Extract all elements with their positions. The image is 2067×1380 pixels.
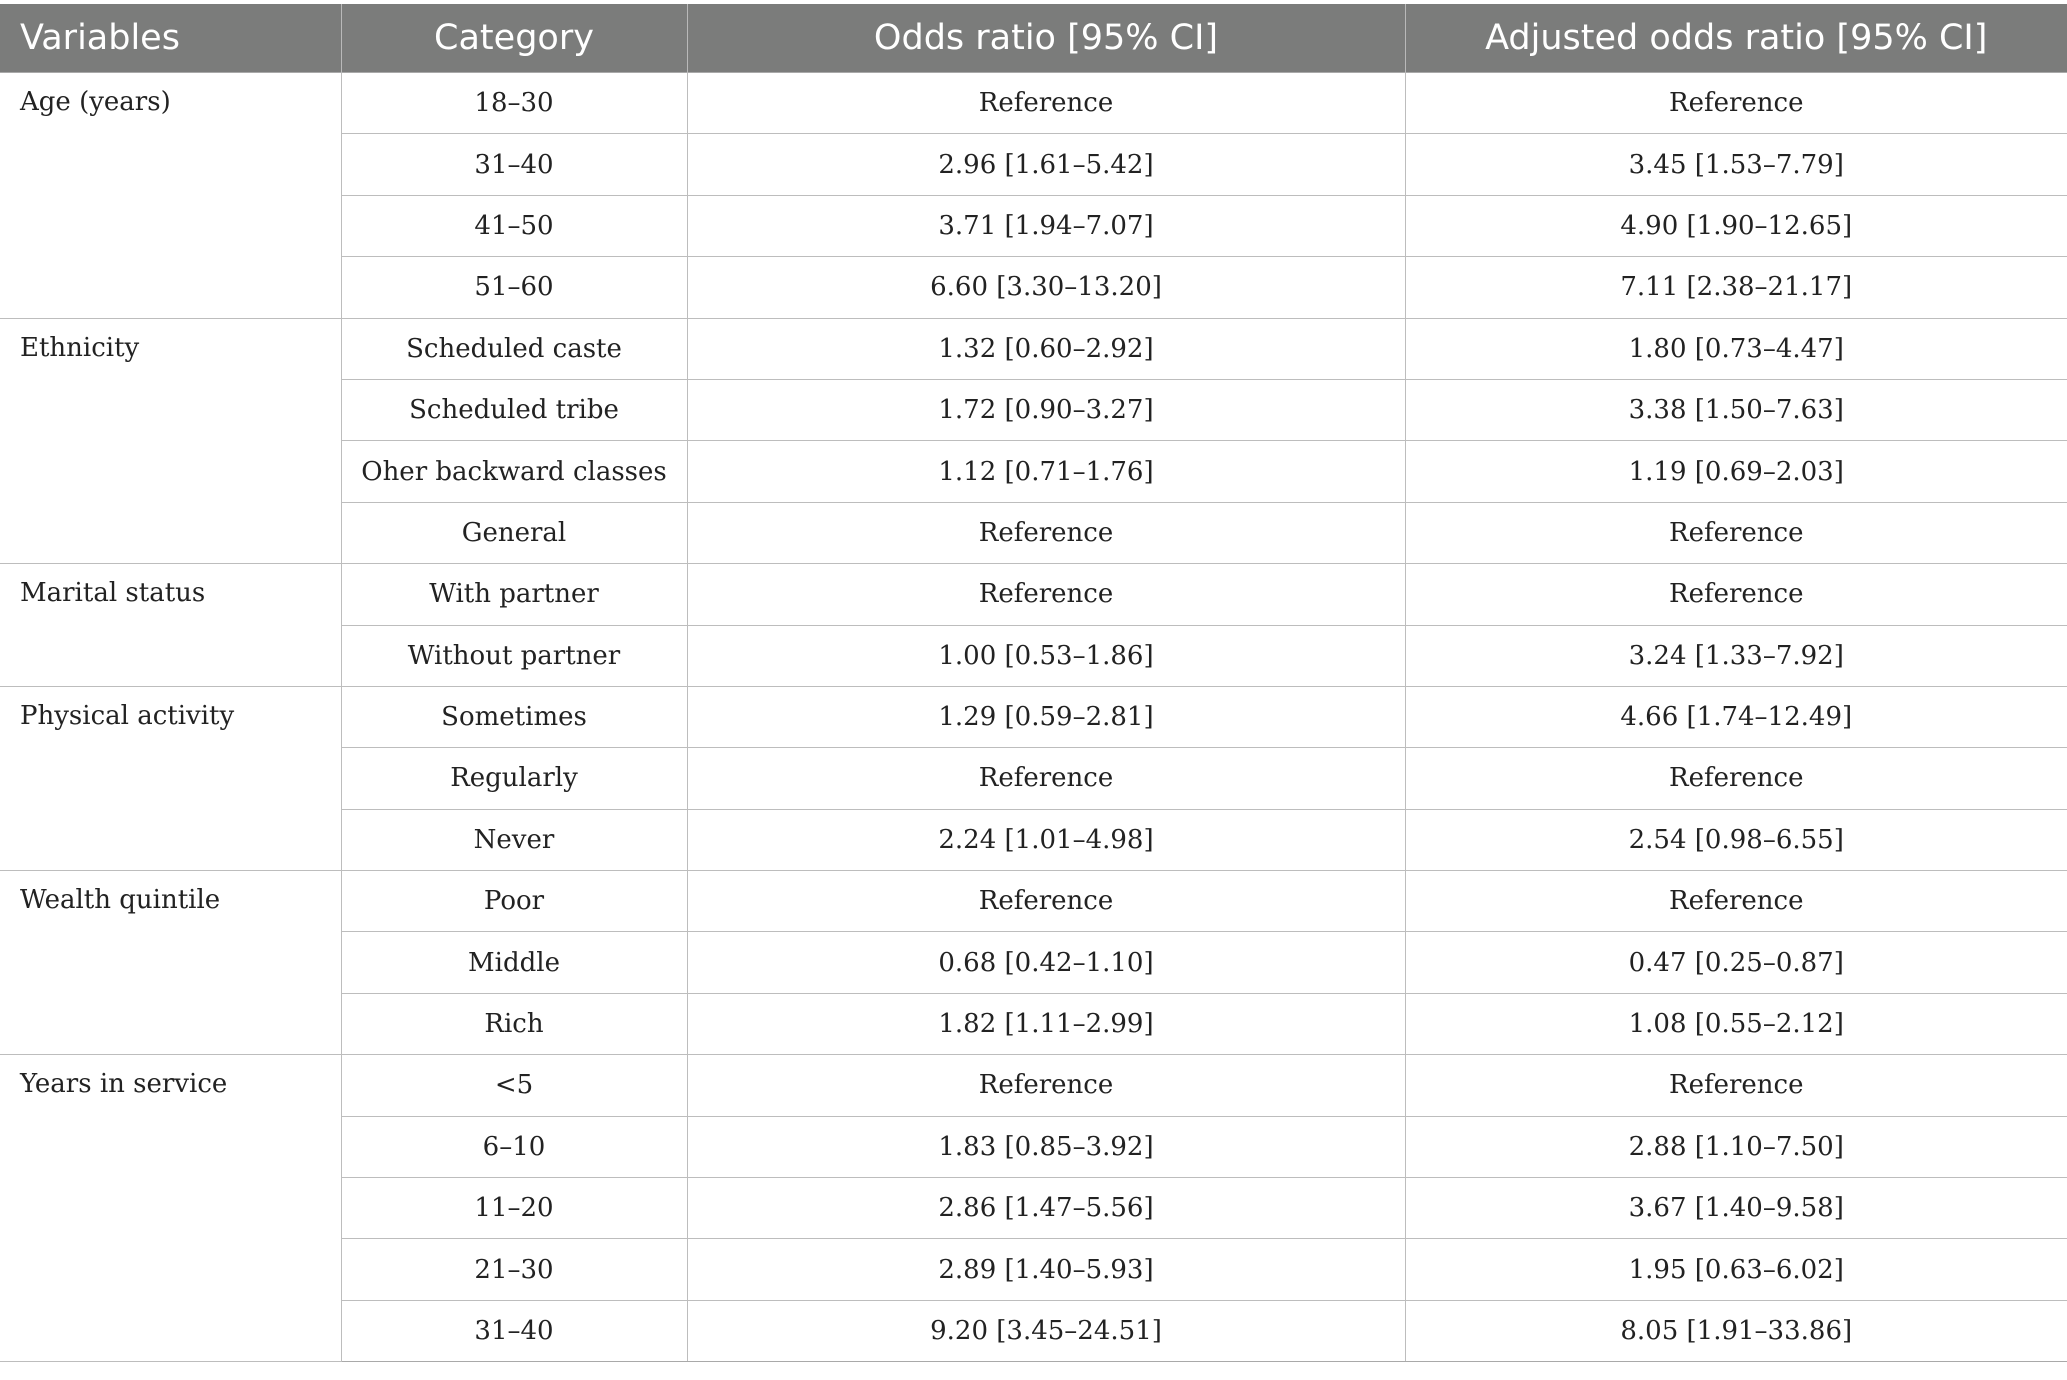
odds-ratio-cell: 9.20 [3.45–24.51] xyxy=(687,1300,1405,1361)
odds-ratio-cell: 2.89 [1.40–5.93] xyxy=(687,1239,1405,1300)
category-cell: Without partner xyxy=(341,625,687,686)
adjusted-odds-ratio-cell: Reference xyxy=(1405,1055,2067,1116)
adjusted-odds-ratio-cell: 8.05 [1.91–33.86] xyxy=(1405,1300,2067,1361)
odds-ratio-cell: 1.00 [0.53–1.86] xyxy=(687,625,1405,686)
adjusted-odds-ratio-cell: 1.80 [0.73–4.47] xyxy=(1405,318,2067,379)
category-cell: Scheduled tribe xyxy=(341,379,687,440)
odds-ratio-cell: Reference xyxy=(687,1055,1405,1116)
adjusted-odds-ratio-cell: 3.67 [1.40–9.58] xyxy=(1405,1178,2067,1239)
variable-cell: Age (years) xyxy=(0,73,341,319)
category-cell: 31–40 xyxy=(341,134,687,195)
adjusted-odds-ratio-cell: 1.95 [0.63–6.02] xyxy=(1405,1239,2067,1300)
category-cell: 41–50 xyxy=(341,195,687,256)
adjusted-odds-ratio-cell: 2.54 [0.98–6.55] xyxy=(1405,809,2067,870)
adjusted-odds-ratio-cell: 2.88 [1.10–7.50] xyxy=(1405,1116,2067,1177)
category-cell: 18–30 xyxy=(341,73,687,134)
adjusted-odds-ratio-cell: Reference xyxy=(1405,502,2067,563)
header-row xyxy=(0,4,2067,73)
odds-ratio-table xyxy=(0,4,2067,1362)
adjusted-odds-ratio-cell: 3.38 [1.50–7.63] xyxy=(1405,379,2067,440)
header-category: Category xyxy=(341,4,687,73)
category-cell: <5 xyxy=(341,1055,687,1116)
variable-cell: Wealth quintile xyxy=(0,871,341,1055)
odds-ratio-cell: 1.72 [0.90–3.27] xyxy=(687,379,1405,440)
category-cell: Poor xyxy=(341,871,687,932)
odds-ratio-cell: Reference xyxy=(687,73,1405,134)
adjusted-odds-ratio-cell: Reference xyxy=(1405,871,2067,932)
category-cell: 6–10 xyxy=(341,1116,687,1177)
table-row xyxy=(0,1055,2067,1116)
category-cell: Rich xyxy=(341,993,687,1054)
table-header xyxy=(0,4,2067,73)
odds-ratio-cell: Reference xyxy=(687,502,1405,563)
category-cell: 51–60 xyxy=(341,257,687,318)
odds-ratio-cell: 1.32 [0.60–2.92] xyxy=(687,318,1405,379)
category-cell: 21–30 xyxy=(341,1239,687,1300)
adjusted-odds-ratio-cell: Reference xyxy=(1405,73,2067,134)
header-variables: Variables xyxy=(0,4,341,73)
adjusted-odds-ratio-cell: 1.08 [0.55–2.12] xyxy=(1405,993,2067,1054)
adjusted-odds-ratio-cell: 3.45 [1.53–7.79] xyxy=(1405,134,2067,195)
table-row xyxy=(0,564,2067,625)
odds-ratio-cell: 2.86 [1.47–5.56] xyxy=(687,1178,1405,1239)
odds-ratio-cell: Reference xyxy=(687,564,1405,625)
odds-ratio-cell: 1.12 [0.71–1.76] xyxy=(687,441,1405,502)
adjusted-odds-ratio-cell: Reference xyxy=(1405,748,2067,809)
variable-cell: Ethnicity xyxy=(0,318,341,564)
odds-ratio-cell: 2.24 [1.01–4.98] xyxy=(687,809,1405,870)
table-row xyxy=(0,686,2067,747)
category-cell: 11–20 xyxy=(341,1178,687,1239)
header-odds-ratio: Odds ratio [95% CI] xyxy=(687,4,1405,73)
table-row xyxy=(0,318,2067,379)
odds-ratio-cell: 0.68 [0.42–1.10] xyxy=(687,932,1405,993)
adjusted-odds-ratio-cell: 4.66 [1.74–12.49] xyxy=(1405,686,2067,747)
variable-cell: Physical activity xyxy=(0,686,341,870)
category-cell: Oher backward classes xyxy=(341,441,687,502)
category-cell: Scheduled caste xyxy=(341,318,687,379)
odds-ratio-cell: 1.29 [0.59–2.81] xyxy=(687,686,1405,747)
category-cell: With partner xyxy=(341,564,687,625)
adjusted-odds-ratio-cell: 1.19 [0.69–2.03] xyxy=(1405,441,2067,502)
odds-ratio-cell: Reference xyxy=(687,748,1405,809)
adjusted-odds-ratio-cell: 4.90 [1.90–12.65] xyxy=(1405,195,2067,256)
category-cell: Middle xyxy=(341,932,687,993)
odds-ratio-cell: 6.60 [3.30–13.20] xyxy=(687,257,1405,318)
category-cell: 31–40 xyxy=(341,1300,687,1361)
header-adjusted-odds-ratio: Adjusted odds ratio [95% CI] xyxy=(1405,4,2067,73)
adjusted-odds-ratio-cell: 3.24 [1.33–7.92] xyxy=(1405,625,2067,686)
adjusted-odds-ratio-cell: 0.47 [0.25–0.87] xyxy=(1405,932,2067,993)
category-cell: General xyxy=(341,502,687,563)
category-cell: Sometimes xyxy=(341,686,687,747)
adjusted-odds-ratio-cell: 7.11 [2.38–21.17] xyxy=(1405,257,2067,318)
odds-ratio-cell: 1.82 [1.11–2.99] xyxy=(687,993,1405,1054)
odds-ratio-cell: 1.83 [0.85–3.92] xyxy=(687,1116,1405,1177)
variable-cell: Years in service xyxy=(0,1055,341,1362)
variable-cell: Marital status xyxy=(0,564,341,687)
table-row xyxy=(0,73,2067,134)
table-row xyxy=(0,871,2067,932)
table-body xyxy=(0,73,2067,1362)
odds-ratio-cell: 2.96 [1.61–5.42] xyxy=(687,134,1405,195)
category-cell: Regularly xyxy=(341,748,687,809)
odds-ratio-cell: 3.71 [1.94–7.07] xyxy=(687,195,1405,256)
adjusted-odds-ratio-cell: Reference xyxy=(1405,564,2067,625)
category-cell: Never xyxy=(341,809,687,870)
odds-ratio-cell: Reference xyxy=(687,871,1405,932)
